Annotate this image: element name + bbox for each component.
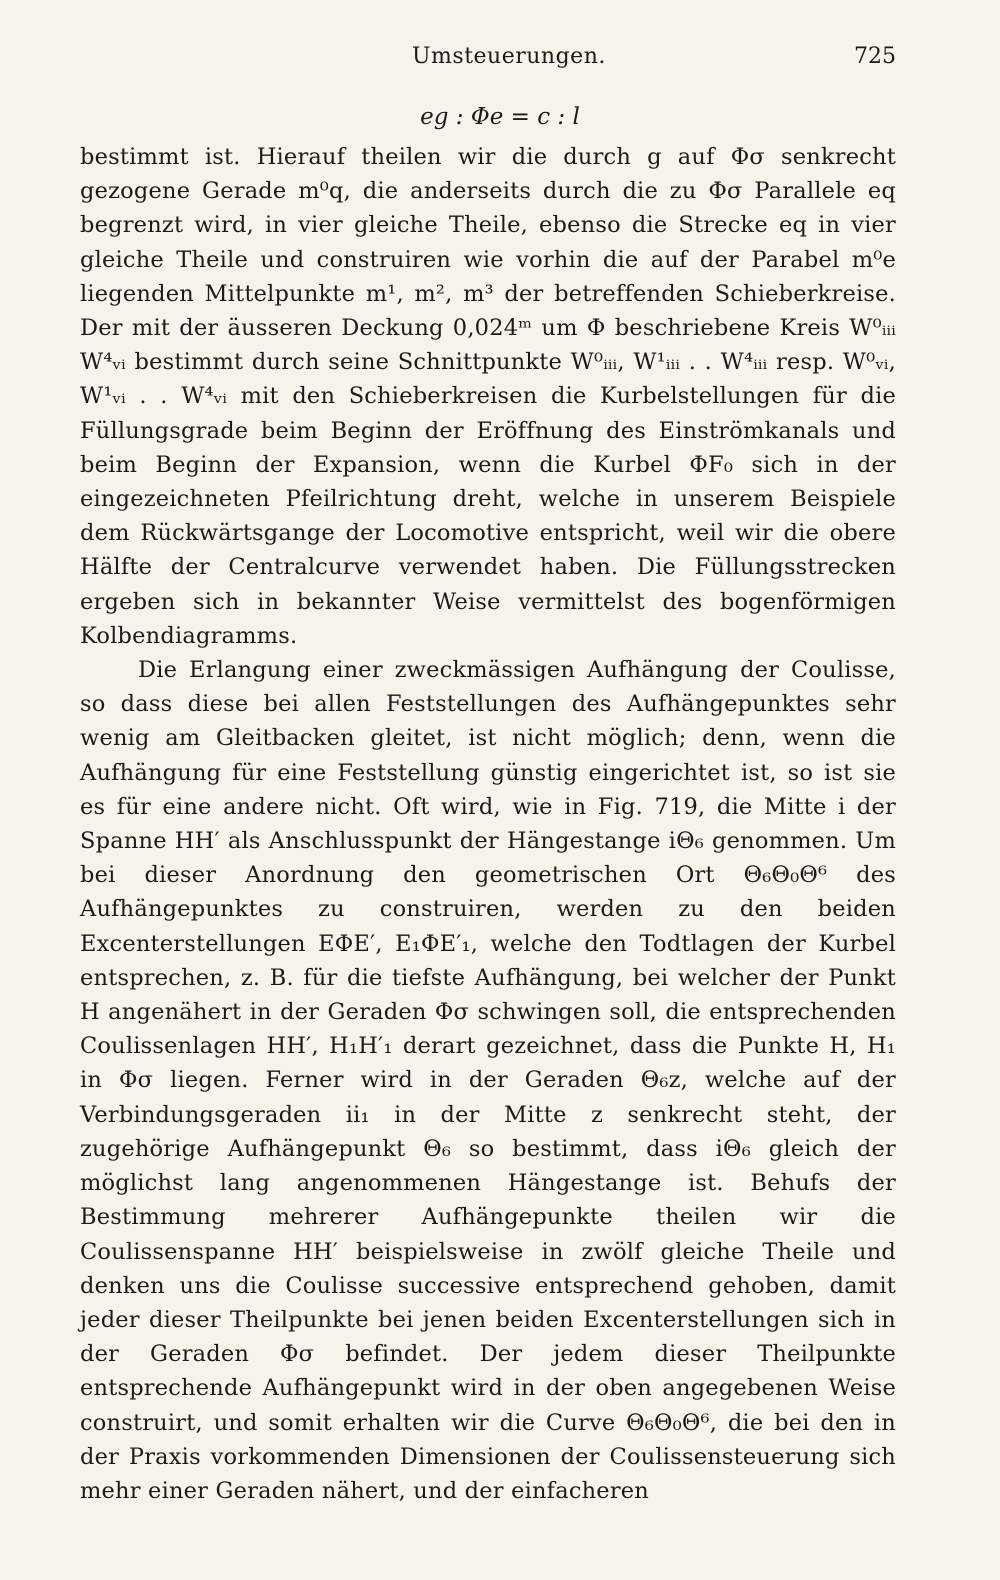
paragraph: Die Erlangung einer zweckmässigen Aufhängung der Coulisse, so dass diese bei allen Feststellungen des Aufhängepunktes sehr wenig am Gleitbacken gleitet, ist nicht möglich; denn, wenn die Aufhängung für eine Feststellung günstig eingerichtet ist, so ist sie es für eine andere nicht. Oft wird, wie in Fig. 719, die Mitte i der Spanne HH′ als Anschlusspunkt der Hängestange iΘ₆ genommen. Um bei dieser Anordnung den geometrischen Ort Θ₆Θ₀Θ⁶ des Aufhängepunktes zu construiren, werden zu den beiden Excenterstellungen EΦE′, E₁ΦE′₁, welche den Todtlagen der Kurbel entsprechen, z. B. für die tiefste Aufhängung, bei welcher der Punkt H angenähert in der Geraden Φσ schwingen soll, die entsprechenden Coulissenlagen HH′, H₁H′₁ derart gezeichnet, dass die Punkte H, H₁ in Φσ liegen. Ferner wird in der Geraden Θ₆z, welche auf der Verbindungsgeraden ii₁ in der Mitte z senkrecht steht, der zugehörige Aufhängepunkt Θ₆ so bestimmt, dass iΘ₆ gleich der möglichst lang angenommenen Hängestange ist. Behufs der Bestimmung mehrerer Aufhängepunkte theilen wir die Coulissenspanne HH′ beispielsweise in zwölf gleiche Theile und denken uns die Coulisse successive entsprechend gehoben, damit jeder dieser Theilpunkte bei jenen beiden Excenterstellungen sich in der Geraden Φσ befindet. Der jedem dieser Theilpunkte entsprechende Aufhängepunkt wird in der oben angegebenen Weise construirt, und somit erhalten wir die Curve Θ₆Θ₀Θ⁶, die bei den in der Praxis vorkommenden Dimensionen der Coulissensteuerung sich mehr einer Geraden nähert, und der einfacheren <box>80 657 896 1504</box>
page-number: 725 <box>854 44 896 69</box>
body-text <box>80 140 896 1508</box>
paragraph-continued: bestimmt ist. Hierauf theilen wir die durch g auf Φσ senkrecht gezogene Gerade m⁰q, die anderseits durch die zu Φσ Parallele eq begrenzt wird, in vier gleiche Theile, ebenso die Strecke eq in vier gleiche Theile und construiren wie vorhin die auf der Parabel m⁰e liegenden Mittelpunkte m¹, m², m³ der betreffenden Schieberkreise. Der mit der äusseren Deckung 0,024ᵐ um Φ beschriebene Kreis W⁰ᵢᵢᵢ W⁴ᵥᵢ bestimmt durch seine Schnittpunkte W⁰ᵢᵢᵢ, W¹ᵢᵢᵢ . . W⁴ᵢᵢᵢ resp. W⁰ᵥᵢ, W¹ᵥᵢ . . W⁴ᵥᵢ mit den Schieberkreisen die Kurbelstellungen für die Füllungsgrade beim Beginn der Eröffnung des Einströmkanals und beim Beginn der Expansion, wenn die Kurbel ΦF₀ sich in der eingezeichneten Pfeilrichtung dreht, welche in unserem Beispiele dem Rückwärtsgange der Locomotive entspricht, weil wir die obere Hälfte der Centralcurve verwendet haben. Die Füllungsstrecken ergeben sich in bekannter Weise vermittelst des bogenförmigen Kolbendiagramms. <box>80 144 896 649</box>
running-title: Umsteuerungen. <box>412 44 606 69</box>
page-header <box>80 44 896 78</box>
displayed-formula: eg : Φe = c : l <box>420 104 580 130</box>
